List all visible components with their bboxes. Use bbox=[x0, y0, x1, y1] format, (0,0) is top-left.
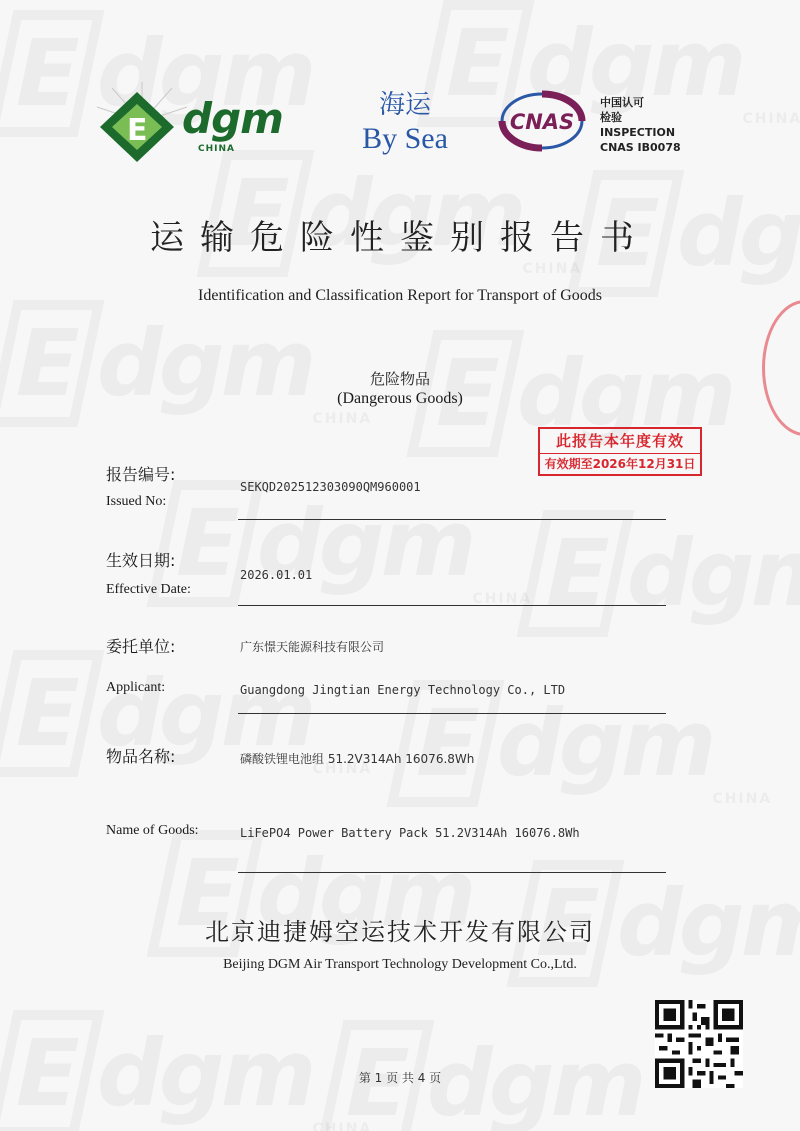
cnas-logo bbox=[497, 90, 587, 152]
cnas-logo-text: CNAS bbox=[509, 110, 575, 134]
issued-no-label-en: Issued No: bbox=[106, 494, 167, 509]
validity-stamp-line-1: 此报告本年度有效 bbox=[555, 432, 684, 450]
dgm-diamond-icon bbox=[92, 82, 192, 172]
goods-label-en: Name of Goods: bbox=[106, 823, 199, 838]
effective-date-underline bbox=[238, 605, 666, 606]
cnas-logo-icon bbox=[497, 90, 587, 152]
validity-stamp-line-2: 有效期至2026年12月31日 bbox=[540, 453, 700, 474]
applicant-label-cn: 委托单位: bbox=[106, 637, 176, 656]
report-title-cn: 运输危险性鉴别报告书 bbox=[150, 218, 650, 258]
goods-label-cn: 物品名称: bbox=[106, 747, 176, 766]
dgm-logo bbox=[92, 82, 283, 172]
goods-value-cn: 磷酸铁锂电池组 51.2V314Ah 16076.8Wh bbox=[240, 752, 475, 766]
effective-date-label-cn: 生效日期: bbox=[106, 551, 176, 570]
company-name-en: Beijing DGM Air Transport Technology Development Co.,Ltd. bbox=[223, 957, 577, 972]
validity-stamp bbox=[538, 427, 702, 476]
watermark-logo bbox=[530, 510, 800, 637]
issued-no-value: SEKQD202512303090QM960001 bbox=[240, 480, 421, 494]
cnas-line-3: INSPECTION bbox=[600, 126, 676, 139]
page-number: 第 1 页 共 4 页 bbox=[358, 1071, 442, 1085]
classification-cn: 危险物品 bbox=[369, 370, 430, 388]
watermark-logo bbox=[400, 680, 772, 807]
transport-mode-cn: 海运 bbox=[378, 90, 431, 120]
report-title-en: Identification and Classification Report for Transport of Goods bbox=[198, 287, 602, 304]
watermark-logo bbox=[160, 480, 532, 607]
transport-mode-en: By Sea bbox=[362, 122, 448, 155]
dgm-logo-text: dgm bbox=[182, 94, 283, 143]
classification-en: (Dangerous Goods) bbox=[337, 390, 463, 407]
dgm-logo-sub: CHINA bbox=[198, 144, 235, 154]
svg-text:E: E bbox=[127, 113, 148, 148]
goods-value-en: LiFePO4 Power Battery Pack 51.2V314Ah 16076.8Wh bbox=[240, 826, 580, 840]
company-name-cn: 北京迪捷姆空运技术开发有限公司 bbox=[205, 918, 595, 946]
cnas-line-1: 中国认可 bbox=[600, 96, 644, 109]
goods-underline bbox=[238, 872, 666, 873]
applicant-label-en: Applicant: bbox=[106, 680, 166, 695]
cnas-accreditation bbox=[600, 95, 681, 155]
effective-date-value: 2026.01.01 bbox=[240, 568, 313, 582]
applicant-underline bbox=[238, 713, 666, 714]
cnas-line-2: 检验 bbox=[600, 111, 622, 124]
effective-date-label-en: Effective Date: bbox=[106, 582, 191, 597]
cnas-line-4: CNAS IB0078 bbox=[600, 141, 681, 154]
issued-no-label-cn: 报告编号: bbox=[106, 465, 176, 484]
issued-no-underline bbox=[238, 519, 666, 520]
official-seal bbox=[762, 300, 800, 436]
applicant-value-en: Guangdong Jingtian Energy Technology Co., LTD bbox=[240, 683, 566, 697]
applicant-value-cn: 广东憬天能源科技有限公司 bbox=[240, 640, 385, 654]
